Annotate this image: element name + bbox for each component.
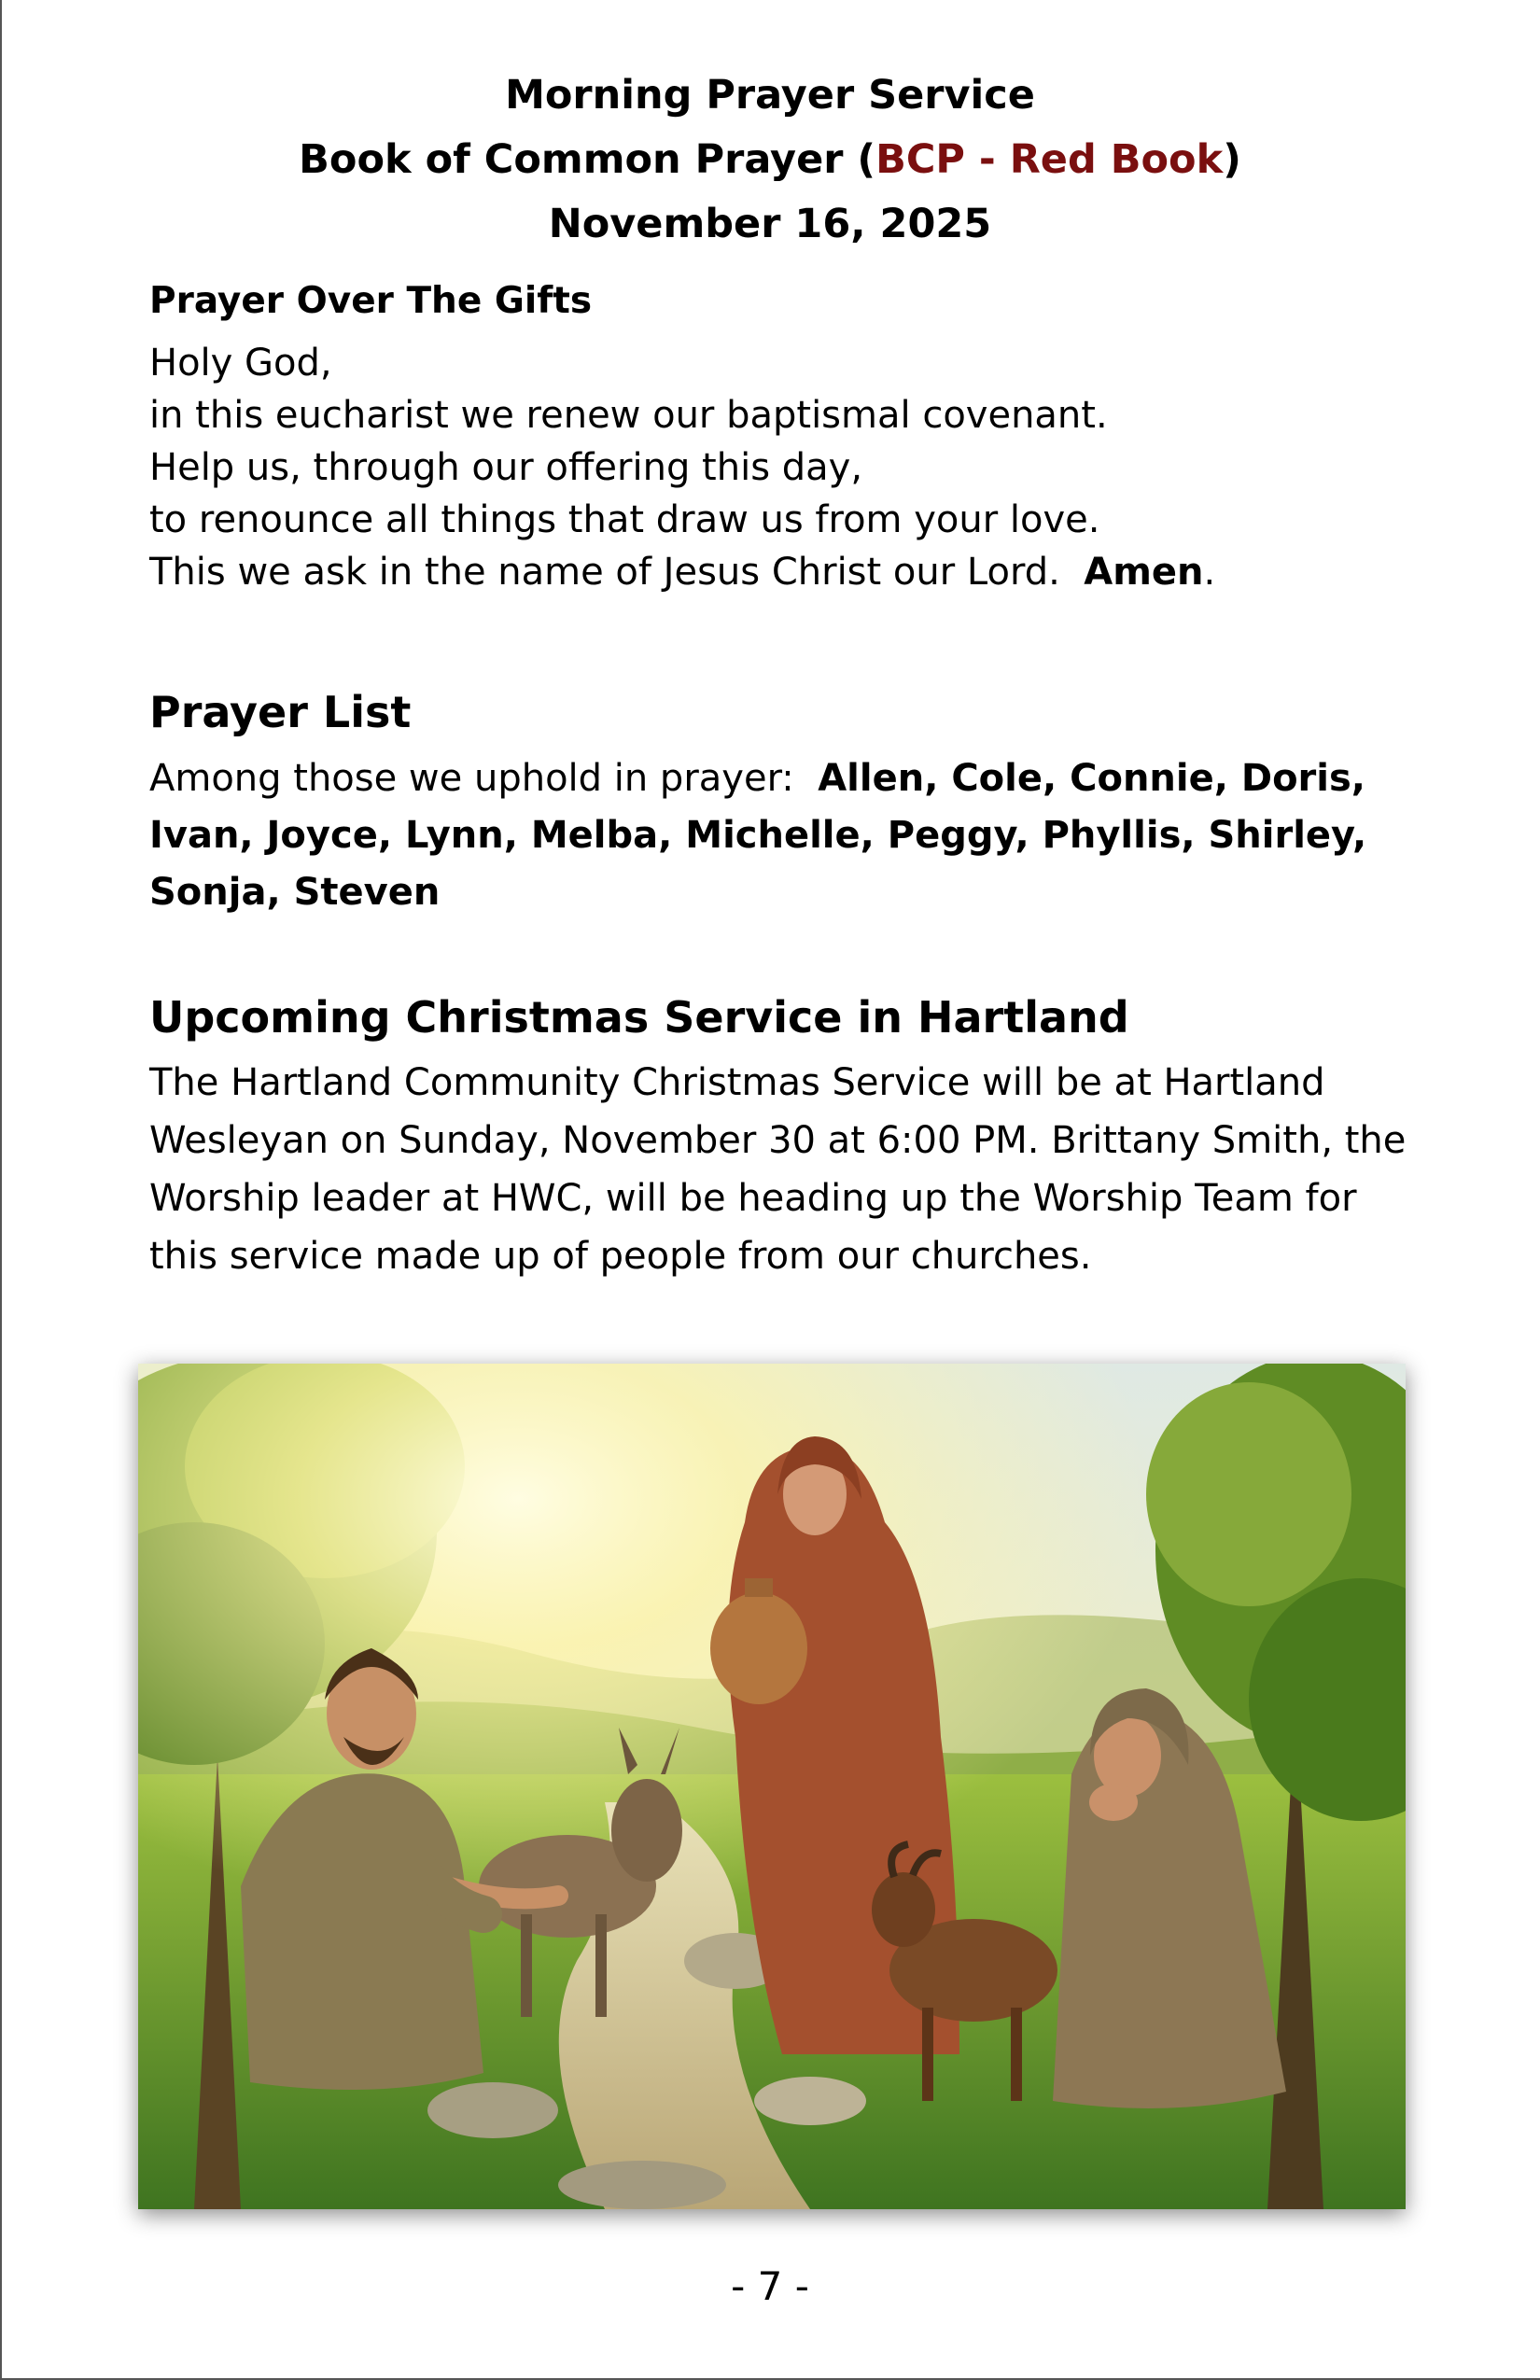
amen-punct: . [1203,551,1216,594]
prayer-book-line [0,128,1540,192]
prayer-book-highlight: BCP - Red Book [875,136,1224,183]
service-title: Morning Prayer Service [505,72,1035,119]
amen-text: Amen [1084,551,1204,594]
service-header [0,63,1540,257]
gifts-title: Prayer Over The Gifts [149,280,593,322]
prayer-list-body [149,750,1419,921]
prayer-list-intro: Among those we uphold in prayer: [149,757,794,800]
prayer-list-section [149,681,1419,921]
gifts-line-final [149,546,1419,598]
prayer-list-title: Prayer List [149,687,412,737]
page-number: - 7 - [731,2263,809,2309]
illustration-svg [138,1364,1406,2209]
prayer-book-suffix: ) [1223,136,1241,183]
christmas-title: Upcoming Christmas Service in Hartland [149,992,1129,1043]
prayer-list-names: Allen, Cole, Connie, Doris, Ivan, Joyce, Lynn, Melba, Michelle, Peggy, Phyllis, Shirley, Sonja, Steven [149,757,1367,914]
gifts-line: Holy God, [149,342,332,385]
pastoral-illustration [138,1364,1406,2209]
service-date: November 16, 2025 [548,201,992,247]
christmas-body: The Hartland Community Christmas Service will be at Hartland Wesleyan on Sunday, November 30 at 6:00 PM. Brittany Smith, the Worship leader at HWC, will be heading up the Worship Team for this service made up of people from our churches. [149,1061,1407,1278]
gifts-section [149,275,1419,598]
gifts-line: in this eucharist we renew our baptismal covenant. [149,394,1108,437]
prayer-book-prefix: Book of Common Prayer ( [299,136,876,183]
christmas-section [149,987,1419,1285]
gifts-line: Help us, through our offering this day, [149,446,863,489]
gifts-prayer [149,337,1419,598]
gifts-line: to renounce all things that draw us from your love. [149,498,1100,541]
gifts-line: This we ask in the name of Jesus Christ our Lord. [149,551,1060,594]
